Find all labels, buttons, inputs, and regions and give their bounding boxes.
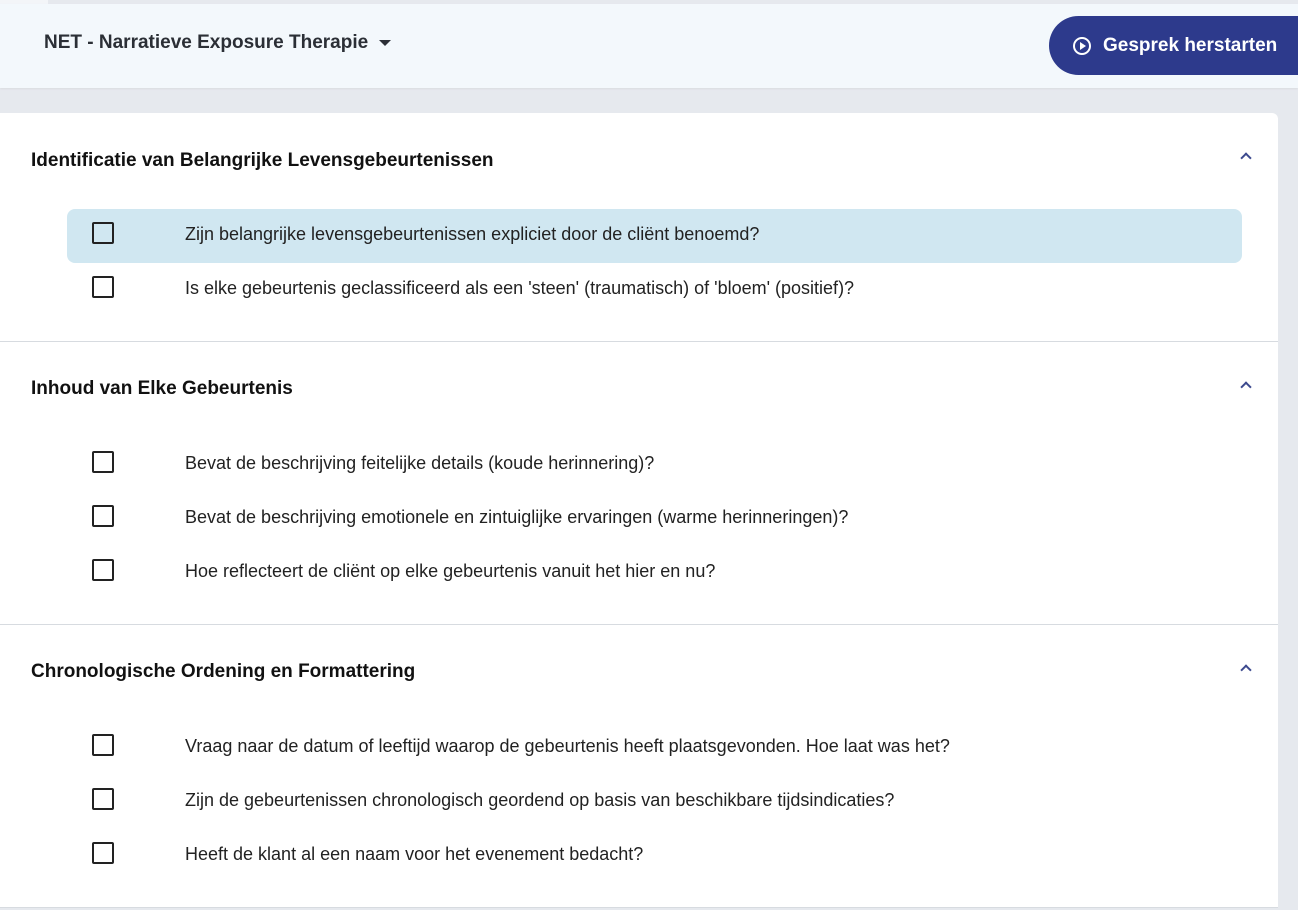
caret-down-icon bbox=[379, 40, 391, 46]
checklist-item[interactable] bbox=[67, 263, 1242, 317]
checkbox[interactable] bbox=[92, 505, 114, 527]
checklist-item[interactable] bbox=[67, 721, 1242, 775]
checklist-item[interactable] bbox=[67, 775, 1242, 829]
checklist-item-label: Vraag naar de datum of leeftijd waarop de gebeurtenis heeft plaatsgevonden. Hoe laat was het? bbox=[185, 736, 950, 756]
checklist-item-label: Bevat de beschrijving feitelijke details (koude herinnering)? bbox=[185, 453, 655, 473]
play-circle-icon bbox=[1073, 37, 1091, 55]
protocol-label: NET - Narratieve Exposure Therapie bbox=[44, 32, 369, 53]
checklist-item[interactable] bbox=[67, 209, 1242, 263]
checklist-item-label: Hoe reflecteert de cliënt op elke gebeurtenis vanuit het hier en nu? bbox=[185, 561, 716, 581]
checklist-item[interactable] bbox=[67, 492, 1242, 546]
checkbox[interactable] bbox=[92, 788, 114, 810]
section-title: Inhoud van Elke Gebeurtenis bbox=[31, 378, 293, 399]
header-bar bbox=[0, 4, 1298, 88]
checkbox[interactable] bbox=[92, 734, 114, 756]
checkbox[interactable] bbox=[92, 222, 114, 244]
checklist-item[interactable] bbox=[67, 546, 1242, 600]
checkbox[interactable] bbox=[92, 842, 114, 864]
section-card bbox=[0, 625, 1278, 908]
checkbox[interactable] bbox=[92, 451, 114, 473]
protocol-dropdown[interactable] bbox=[44, 32, 391, 54]
checklist-item-label: Bevat de beschrijving emotionele en zintuiglijke ervaringen (warme herinneringen)? bbox=[185, 507, 849, 527]
checklist-item-label: Zijn de gebeurtenissen chronologisch geordend op basis van beschikbare tijdsindicaties? bbox=[185, 790, 895, 810]
checklist-item-label: Zijn belangrijke levensgebeurtenissen expliciet door de cliënt benoemd? bbox=[185, 224, 760, 244]
section-title: Chronologische Ordening en Formattering bbox=[31, 661, 416, 682]
restart-button-label: Gesprek herstarten bbox=[1103, 34, 1278, 56]
chevron-up-icon[interactable] bbox=[1240, 662, 1252, 674]
chevron-up-icon[interactable] bbox=[1240, 379, 1252, 391]
checkbox[interactable] bbox=[92, 276, 114, 298]
restart-conversation-button[interactable] bbox=[1049, 16, 1298, 75]
checklist-item[interactable] bbox=[67, 438, 1242, 492]
section-title: Identificatie van Belangrijke Levensgebeurtenissen bbox=[31, 150, 494, 171]
chevron-up-icon[interactable] bbox=[1240, 150, 1252, 162]
checkbox[interactable] bbox=[92, 559, 114, 581]
checklist-item-label: Is elke gebeurtenis geclassificeerd als een 'steen' (traumatisch) of 'bloem' (positief)? bbox=[185, 278, 855, 298]
checklist-item[interactable] bbox=[67, 829, 1242, 883]
section-card bbox=[0, 342, 1278, 625]
section-card bbox=[0, 113, 1278, 342]
checklist-item-label: Heeft de klant al een naam voor het evenement bedacht? bbox=[185, 844, 644, 864]
